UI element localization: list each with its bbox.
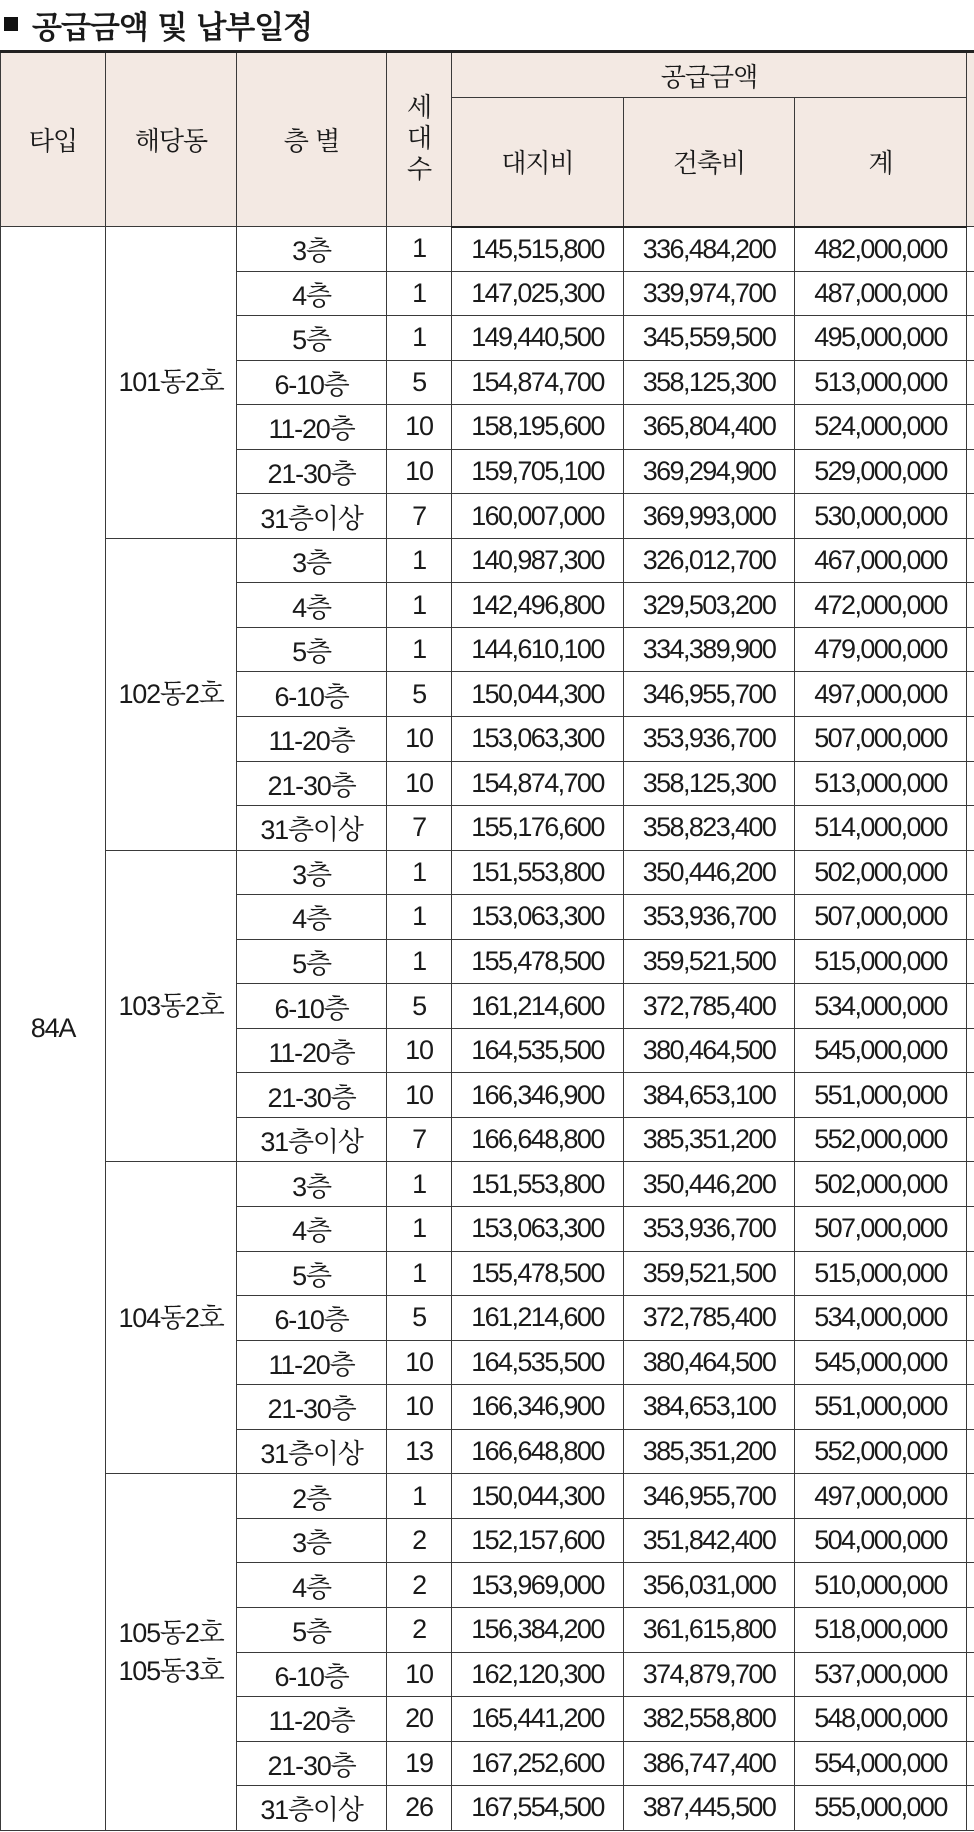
building-cost-cell: 365,804,400 [624, 405, 795, 450]
building-cost-cell: 372,785,400 [624, 984, 795, 1029]
table-row [1, 1474, 974, 1519]
units-cell: 26 [387, 1786, 452, 1831]
cutoff-cell [967, 627, 974, 672]
building-cost-cell: 382,558,800 [624, 1697, 795, 1742]
building-cost-cell: 346,955,700 [624, 672, 795, 717]
total-cell: 507,000,000 [795, 717, 967, 762]
land-cost-cell: 159,705,100 [452, 449, 624, 494]
header-cutoff [967, 52, 974, 227]
dong-label: 105동2호 [118, 1618, 224, 1648]
cutoff-cell [967, 806, 974, 851]
header-type: 타입 [1, 52, 106, 227]
building-cost-cell: 358,823,400 [624, 806, 795, 851]
dong-cell [106, 1474, 237, 1830]
total-cell: 514,000,000 [795, 806, 967, 851]
building-cost-cell: 361,615,800 [624, 1607, 795, 1652]
header-row-top [1, 52, 974, 98]
units-cell: 5 [387, 984, 452, 1029]
cutoff-cell [967, 1073, 974, 1118]
total-cell: 479,000,000 [795, 627, 967, 672]
cutoff-cell [967, 1786, 974, 1831]
floor-cell: 4층 [237, 1563, 387, 1608]
units-cell: 1 [387, 895, 452, 940]
units-cell: 7 [387, 1117, 452, 1162]
floor-cell: 5층 [237, 627, 387, 672]
units-cell: 2 [387, 1607, 452, 1652]
building-cost-cell: 358,125,300 [624, 360, 795, 405]
table-row [1, 538, 974, 583]
building-cost-cell: 329,503,200 [624, 583, 795, 628]
header-floor: 층 별 [237, 52, 387, 227]
land-cost-cell: 155,478,500 [452, 939, 624, 984]
total-cell: 537,000,000 [795, 1652, 967, 1697]
cutoff-cell [967, 494, 974, 539]
floor-cell: 4층 [237, 271, 387, 316]
total-cell: 515,000,000 [795, 939, 967, 984]
building-cost-cell: 336,484,200 [624, 227, 795, 272]
land-cost-cell: 145,515,800 [452, 227, 624, 272]
total-cell: 497,000,000 [795, 1474, 967, 1519]
total-cell: 545,000,000 [795, 1028, 967, 1073]
header-building-cost: 건축비 [624, 98, 795, 227]
land-cost-cell: 152,157,600 [452, 1518, 624, 1563]
floor-cell: 6-10층 [237, 360, 387, 405]
total-cell: 513,000,000 [795, 761, 967, 806]
header-units-char: 수 [406, 155, 432, 185]
units-cell: 13 [387, 1429, 452, 1474]
total-cell: 515,000,000 [795, 1251, 967, 1296]
cutoff-cell [967, 271, 974, 316]
dong-label: 105동3호 [118, 1656, 224, 1686]
units-cell: 5 [387, 672, 452, 717]
floor-cell: 2층 [237, 1474, 387, 1519]
units-cell: 10 [387, 1385, 452, 1430]
dong-label: 102동2호 [118, 679, 224, 710]
cutoff-cell [967, 850, 974, 895]
total-cell: 502,000,000 [795, 1162, 967, 1207]
units-cell: 19 [387, 1741, 452, 1786]
floor-cell: 11-20층 [237, 717, 387, 762]
floor-cell: 4층 [237, 583, 387, 628]
land-cost-cell: 166,346,900 [452, 1385, 624, 1430]
building-cost-cell: 326,012,700 [624, 538, 795, 583]
cutoff-cell [967, 1251, 974, 1296]
land-cost-cell: 151,553,800 [452, 1162, 624, 1207]
floor-cell: 5층 [237, 939, 387, 984]
cutoff-cell [967, 984, 974, 1029]
total-cell: 551,000,000 [795, 1073, 967, 1118]
cutoff-cell [967, 1697, 974, 1742]
units-cell: 10 [387, 761, 452, 806]
floor-cell: 21-30층 [237, 1741, 387, 1786]
cutoff-cell [967, 360, 974, 405]
total-cell: 472,000,000 [795, 583, 967, 628]
cutoff-cell [967, 939, 974, 984]
building-cost-cell: 353,936,700 [624, 1207, 795, 1252]
units-cell: 10 [387, 1340, 452, 1385]
total-cell: 482,000,000 [795, 227, 967, 272]
total-cell: 518,000,000 [795, 1607, 967, 1652]
building-cost-cell: 353,936,700 [624, 717, 795, 762]
total-cell: 487,000,000 [795, 271, 967, 316]
total-cell: 510,000,000 [795, 1563, 967, 1608]
units-cell: 1 [387, 1207, 452, 1252]
floor-cell: 5층 [237, 1251, 387, 1296]
cutoff-cell [967, 1117, 974, 1162]
units-cell: 1 [387, 316, 452, 361]
building-cost-cell: 353,936,700 [624, 895, 795, 940]
cutoff-cell [967, 1652, 974, 1697]
dong-cell [106, 227, 237, 539]
building-cost-cell: 350,446,200 [624, 850, 795, 895]
dong-label: 104동2호 [118, 1302, 224, 1333]
cutoff-cell [967, 227, 974, 272]
building-cost-cell: 369,993,000 [624, 494, 795, 539]
land-cost-cell: 153,063,300 [452, 895, 624, 940]
land-cost-cell: 156,384,200 [452, 1607, 624, 1652]
total-cell: 552,000,000 [795, 1429, 967, 1474]
units-cell: 10 [387, 449, 452, 494]
land-cost-cell: 150,044,300 [452, 672, 624, 717]
cutoff-cell [967, 405, 974, 450]
total-cell: 545,000,000 [795, 1340, 967, 1385]
floor-cell: 5층 [237, 1607, 387, 1652]
building-cost-cell: 359,521,500 [624, 1251, 795, 1296]
cutoff-cell [967, 1563, 974, 1608]
land-cost-cell: 166,648,800 [452, 1117, 624, 1162]
total-cell: 507,000,000 [795, 1207, 967, 1252]
floor-cell: 6-10층 [237, 672, 387, 717]
header-units [387, 52, 452, 227]
units-cell: 1 [387, 1162, 452, 1207]
header-dong: 해당동 [106, 52, 237, 227]
land-cost-cell: 164,535,500 [452, 1028, 624, 1073]
cutoff-cell [967, 1474, 974, 1519]
building-cost-cell: 384,653,100 [624, 1073, 795, 1118]
land-cost-cell: 161,214,600 [452, 1296, 624, 1341]
floor-cell: 5층 [237, 316, 387, 361]
supply-price-table [0, 50, 974, 1831]
building-cost-cell: 345,559,500 [624, 316, 795, 361]
total-cell: 530,000,000 [795, 494, 967, 539]
building-cost-cell: 374,879,700 [624, 1652, 795, 1697]
units-cell: 7 [387, 494, 452, 539]
units-cell: 20 [387, 1697, 452, 1742]
cutoff-cell [967, 1385, 974, 1430]
land-cost-cell: 166,648,800 [452, 1429, 624, 1474]
dong-cell [106, 850, 237, 1162]
square-bullet-icon [4, 17, 18, 31]
cutoff-cell [967, 538, 974, 583]
units-cell: 10 [387, 1073, 452, 1118]
land-cost-cell: 153,063,300 [452, 1207, 624, 1252]
floor-cell: 21-30층 [237, 761, 387, 806]
floor-cell: 21-30층 [237, 1385, 387, 1430]
floor-cell: 6-10층 [237, 1652, 387, 1697]
header-land-cost: 대지비 [452, 98, 624, 227]
total-cell: 534,000,000 [795, 984, 967, 1029]
cutoff-cell [967, 672, 974, 717]
units-cell: 1 [387, 1474, 452, 1519]
section-title [0, 0, 312, 48]
building-cost-cell: 358,125,300 [624, 761, 795, 806]
floor-cell: 11-20층 [237, 1340, 387, 1385]
table-body [1, 227, 974, 1831]
building-cost-cell: 350,446,200 [624, 1162, 795, 1207]
cutoff-cell [967, 1741, 974, 1786]
total-cell: 552,000,000 [795, 1117, 967, 1162]
total-cell: 551,000,000 [795, 1385, 967, 1430]
units-cell: 1 [387, 583, 452, 628]
total-cell: 554,000,000 [795, 1741, 967, 1786]
header-units-char: 대 [406, 124, 432, 154]
floor-cell: 3층 [237, 1162, 387, 1207]
land-cost-cell: 161,214,600 [452, 984, 624, 1029]
building-cost-cell: 380,464,500 [624, 1340, 795, 1385]
cutoff-cell [967, 1028, 974, 1073]
land-cost-cell: 150,044,300 [452, 1474, 624, 1519]
total-cell: 502,000,000 [795, 850, 967, 895]
land-cost-cell: 153,063,300 [452, 717, 624, 762]
dong-label: 103동2호 [118, 991, 224, 1022]
cutoff-cell [967, 1207, 974, 1252]
building-cost-cell: 384,653,100 [624, 1385, 795, 1430]
floor-cell: 31층이상 [237, 494, 387, 539]
floor-cell: 4층 [237, 1207, 387, 1252]
land-cost-cell: 166,346,900 [452, 1073, 624, 1118]
units-cell: 2 [387, 1563, 452, 1608]
floor-cell: 6-10층 [237, 984, 387, 1029]
land-cost-cell: 164,535,500 [452, 1340, 624, 1385]
building-cost-cell: 386,747,400 [624, 1741, 795, 1786]
cutoff-cell [967, 1429, 974, 1474]
floor-cell: 11-20층 [237, 405, 387, 450]
cutoff-cell [967, 1607, 974, 1652]
floor-cell: 6-10층 [237, 1296, 387, 1341]
building-cost-cell: 369,294,900 [624, 449, 795, 494]
land-cost-cell: 167,554,500 [452, 1786, 624, 1831]
cutoff-cell [967, 449, 974, 494]
land-cost-cell: 155,176,600 [452, 806, 624, 851]
floor-cell: 21-30층 [237, 449, 387, 494]
units-cell: 5 [387, 360, 452, 405]
building-cost-cell: 385,351,200 [624, 1117, 795, 1162]
dong-cell [106, 1162, 237, 1474]
building-cost-cell: 356,031,000 [624, 1563, 795, 1608]
units-cell: 10 [387, 1652, 452, 1697]
header-units-char: 세 [406, 93, 432, 123]
land-cost-cell: 144,610,100 [452, 627, 624, 672]
floor-cell: 3층 [237, 850, 387, 895]
units-cell: 1 [387, 538, 452, 583]
floor-cell: 31층이상 [237, 1786, 387, 1831]
units-cell: 7 [387, 806, 452, 851]
floor-cell: 11-20층 [237, 1028, 387, 1073]
floor-cell: 3층 [237, 538, 387, 583]
cutoff-cell [967, 717, 974, 762]
building-cost-cell: 385,351,200 [624, 1429, 795, 1474]
total-cell: 467,000,000 [795, 538, 967, 583]
cutoff-cell [967, 761, 974, 806]
total-cell: 529,000,000 [795, 449, 967, 494]
total-cell: 513,000,000 [795, 360, 967, 405]
units-cell: 1 [387, 850, 452, 895]
land-cost-cell: 158,195,600 [452, 405, 624, 450]
units-cell: 1 [387, 939, 452, 984]
floor-cell: 11-20층 [237, 1697, 387, 1742]
floor-cell: 31층이상 [237, 1429, 387, 1474]
floor-cell: 3층 [237, 1518, 387, 1563]
floor-cell: 31층이상 [237, 1117, 387, 1162]
units-cell: 10 [387, 1028, 452, 1073]
building-cost-cell: 387,445,500 [624, 1786, 795, 1831]
dong-cell [106, 538, 237, 850]
land-cost-cell: 151,553,800 [452, 850, 624, 895]
building-cost-cell: 339,974,700 [624, 271, 795, 316]
total-cell: 507,000,000 [795, 895, 967, 940]
units-cell: 1 [387, 627, 452, 672]
cutoff-cell [967, 1340, 974, 1385]
header-total: 계 [795, 98, 967, 227]
table-row [1, 227, 974, 272]
total-cell: 555,000,000 [795, 1786, 967, 1831]
total-cell: 497,000,000 [795, 672, 967, 717]
land-cost-cell: 149,440,500 [452, 316, 624, 361]
units-cell: 10 [387, 405, 452, 450]
floor-cell: 21-30층 [237, 1073, 387, 1118]
floor-cell: 3층 [237, 227, 387, 272]
dong-label: 101동2호 [118, 367, 224, 398]
total-cell: 524,000,000 [795, 405, 967, 450]
floor-cell: 4층 [237, 895, 387, 940]
total-cell: 534,000,000 [795, 1296, 967, 1341]
building-cost-cell: 351,842,400 [624, 1518, 795, 1563]
units-cell: 2 [387, 1518, 452, 1563]
land-cost-cell: 155,478,500 [452, 1251, 624, 1296]
building-cost-cell: 380,464,500 [624, 1028, 795, 1073]
type-cell: 84A [1, 227, 106, 1831]
cutoff-cell [967, 895, 974, 940]
cutoff-cell [967, 316, 974, 361]
land-cost-cell: 162,120,300 [452, 1652, 624, 1697]
units-cell: 5 [387, 1296, 452, 1341]
section-title-text: 공급금액 및 납부일정 [32, 9, 313, 46]
land-cost-cell: 165,441,200 [452, 1697, 624, 1742]
land-cost-cell: 153,969,000 [452, 1563, 624, 1608]
building-cost-cell: 359,521,500 [624, 939, 795, 984]
land-cost-cell: 167,252,600 [452, 1741, 624, 1786]
building-cost-cell: 334,389,900 [624, 627, 795, 672]
land-cost-cell: 160,007,000 [452, 494, 624, 539]
units-cell: 1 [387, 271, 452, 316]
cutoff-cell [967, 1296, 974, 1341]
land-cost-cell: 154,874,700 [452, 360, 624, 405]
units-cell: 1 [387, 227, 452, 272]
building-cost-cell: 346,955,700 [624, 1474, 795, 1519]
land-cost-cell: 140,987,300 [452, 538, 624, 583]
units-cell: 10 [387, 717, 452, 762]
cutoff-cell [967, 1518, 974, 1563]
total-cell: 495,000,000 [795, 316, 967, 361]
header-supply-price: 공급금액 [452, 52, 967, 98]
cutoff-cell [967, 1162, 974, 1207]
land-cost-cell: 142,496,800 [452, 583, 624, 628]
land-cost-cell: 147,025,300 [452, 271, 624, 316]
total-cell: 548,000,000 [795, 1697, 967, 1742]
table-row [1, 850, 974, 895]
building-cost-cell: 372,785,400 [624, 1296, 795, 1341]
land-cost-cell: 154,874,700 [452, 761, 624, 806]
units-cell: 1 [387, 1251, 452, 1296]
total-cell: 504,000,000 [795, 1518, 967, 1563]
table-row [1, 1162, 974, 1207]
cutoff-cell [967, 583, 974, 628]
floor-cell: 31층이상 [237, 806, 387, 851]
